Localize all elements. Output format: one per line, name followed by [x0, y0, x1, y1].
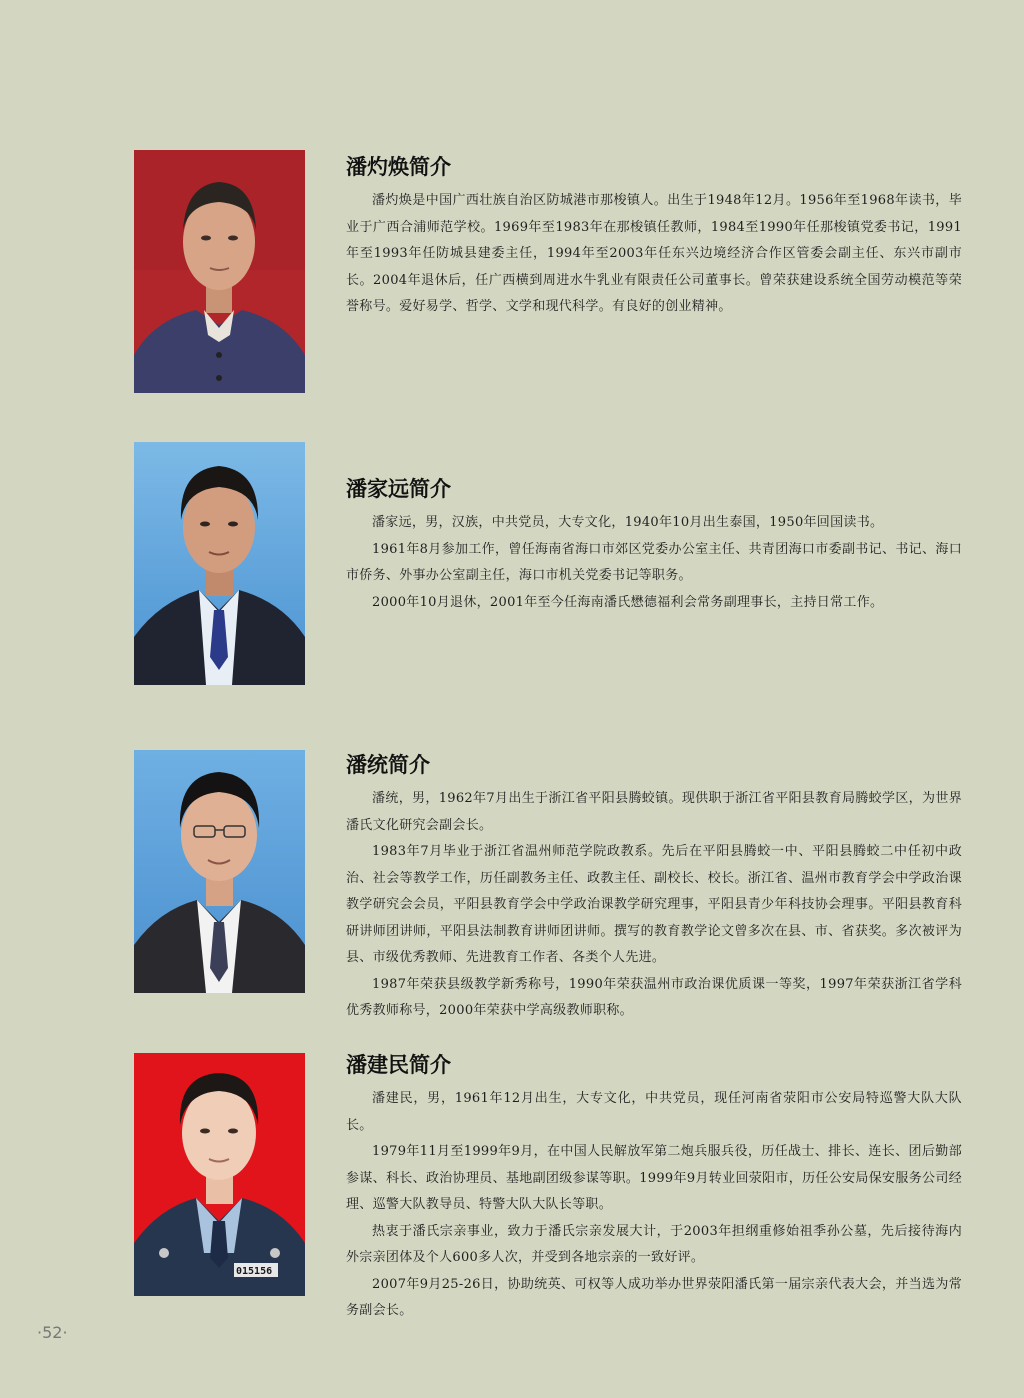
portrait-photo-1 [134, 150, 305, 393]
profile-paragraph: 潘建民，男，1961年12月出生，大专文化，中共党员，现任河南省荥阳市公安局特巡警大队大队长。 [346, 1091, 962, 1133]
profile-title: 潘建民简介 [346, 1053, 451, 1077]
profile-paragraph: 1983年7月毕业于浙江省温州师范学院政教系。先后在平阳县腾蛟一中、平阳县腾蛟二中任初中政治、社会等教学工作，历任副教务主任、政教主任、副校长、校长。浙江省、温州市教育学会中学政治课教学研究会会员，平阳县教育学会中学政治课教学研究理事，平阳县青少年科技协会理事。平阳县教育科研讲师团讲师，平阳县法制教育讲师团讲师。撰写的教育教学论文曾多次在县、市、省获奖。多次被评为县、市级优秀教师、先进教育工作者、各类个人先进。 [346, 844, 962, 965]
portrait-photo-4 [134, 1053, 305, 1296]
portrait-3-image [134, 750, 305, 993]
profile-title: 潘灼焕简介 [346, 155, 451, 179]
profile-1-text [346, 152, 962, 321]
page-number: ·52· [37, 1323, 68, 1342]
portrait-photo-3 [134, 750, 305, 993]
portrait-photo-2 [134, 442, 305, 685]
profile-paragraph: 潘家远，男，汉族，中共党员，大专文化，1940年10月出生泰国，1950年回国读书。 [372, 515, 884, 530]
profile-paragraph: 2007年9月25-26日，协助统英、可权等人成功举办世界荥阳潘氏第一届宗亲代表大会，并当选为常务副会长。 [346, 1276, 962, 1318]
profile-paragraph: 1961年8月参加工作，曾任海南省海口市郊区党委办公室主任、共青团海口市委副书记、书记、海口市侨务、外事办公室副主任，海口市机关党委书记等职务。 [346, 541, 962, 583]
profile-title: 潘统简介 [346, 753, 430, 777]
profile-title: 潘家远简介 [346, 477, 451, 501]
profile-paragraph: 潘灼焕是中国广西壮族自治区防城港市那梭镇人。出生于1948年12月。1956年至1968年读书，毕业于广西合浦师范学校。1969年至1983年在那梭镇任教师，1984至1990年任那梭镇党委书记，1991年至1993年任防城县建委主任，1994年至2003年任东兴边境经济合作区管委会副主任、东兴市副市长。2004年退休后，任广西横到周进水牛乳业有限责任公司董事长。曾荣获建设系统全国劳动模范等荣誉称号。爱好易学、哲学、文学和现代科学。有良好的创业精神。 [346, 193, 962, 314]
portrait-1-image [134, 150, 305, 393]
profile-paragraph: 潘统，男，1962年7月出生于浙江省平阳县腾蛟镇。现供职于浙江省平阳县教育局腾蛟学区，为世界潘氏文化研究会副会长。 [346, 791, 962, 833]
badge-number: 015156 [236, 1266, 273, 1277]
portrait-2-image [134, 442, 305, 685]
profile-paragraph: 1987年荣获县级教学新秀称号，1990年荣获温州市政治课优质课一等奖，1997年荣获浙江省学科优秀教师称号，2000年荣获中学高级教师职称。 [346, 976, 962, 1018]
profile-2-text [346, 474, 962, 616]
profile-paragraph: 2000年10月退休，2001年至今任海南潘氏懋德福利会常务副理事长，主持日常工作。 [372, 594, 884, 610]
profile-paragraph: 1979年11月至1999年9月，在中国人民解放军第二炮兵服兵役，历任战士、排长、连长、团后勤部参谋、科长、政治协理员、基地副团级参谋等职。1999年9月转业回荥阳市，历任公安局保安服务公司经理、巡警大队教导员、特警大队大队长等职。 [346, 1144, 962, 1212]
profile-paragraph: 热衷于潘氏宗亲事业，致力于潘氏宗亲发展大计，于2003年担纲重修始祖季孙公墓，先后接待海内外宗亲团体及个人600多人次，并受到各地宗亲的一致好评。 [346, 1223, 962, 1265]
portrait-4-image [134, 1053, 305, 1296]
profile-4-text [346, 1050, 962, 1325]
profile-3-text [346, 750, 962, 1025]
